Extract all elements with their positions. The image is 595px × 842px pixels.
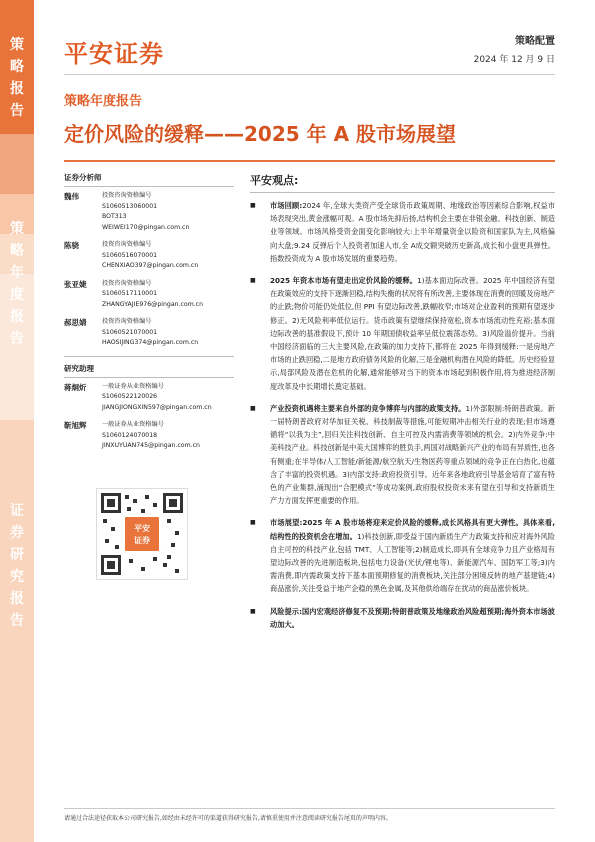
analyst-info-line: 投资咨询资格编号 xyxy=(102,241,152,248)
company-logo: 平安证券 xyxy=(64,40,164,68)
analyst-info xyxy=(102,279,203,311)
viewpoint-text: 1)外部限制:特朗普政策。新一届特朗普政府对华加征关税、科技制裁等措施,可能短期冲击相关行业的表现;但市场遵循将“以我为主”,回归关注科技创新、自主可控及内需消费等领域的机会。2)内外竞争:中美科技产业。科技创新是中美大国博弈的胜负手,两国对战略新兴产业的布局有异质性,也各有侧重;在半导体/人工智能/新能源/航空航天/生物医药等重点领域的竞争正在白热化,也蕴含了丰富的投资机遇。3)内部支持:政府投资引导。近年来各地政府引导基金培育了富有特色的产业集群,涌现出“合肥模式”等成功案例,政府股权投资未来有望在引导和支持新质生产力方面发挥更重要的作用。 xyxy=(270,403,555,506)
assistant-info-line: S1060522120026 xyxy=(102,393,158,400)
viewpoint-lead: 市场回顾: xyxy=(270,201,303,210)
section-divider xyxy=(64,356,234,357)
viewpoint-item xyxy=(250,199,555,265)
assistants-heading: 研究助理 xyxy=(64,363,234,378)
analyst-info-line: BOT313 xyxy=(102,213,127,220)
assistant-info-line: S1060124070018 xyxy=(102,431,158,439)
viewpoint-lead: 2025 年资本市场有望走出定价风险的缓释。 xyxy=(270,276,418,286)
analyst-name: 陈骁 xyxy=(64,241,79,250)
assistant-info-line: 一般证券从业资格编号 xyxy=(102,421,164,428)
doc-type-label: 策略配置 xyxy=(515,36,555,47)
band-label-report-type: 策 略 报 告 xyxy=(10,37,24,119)
band-label-securities: 证 券 研 究 报 告 xyxy=(10,503,24,629)
header-divider xyxy=(64,74,555,75)
analyst-name: 魏伟 xyxy=(64,192,79,201)
analyst-info-line: S1060516070001 xyxy=(102,251,158,259)
analyst-info-line: S1060513060001 xyxy=(102,202,158,210)
assistant-email[interactable]: JIANGJIONGXIN597@pingan.com.cn xyxy=(102,403,212,411)
qr-logo xyxy=(123,515,161,553)
analyst-entry xyxy=(64,191,234,233)
analyst-entry xyxy=(64,317,234,349)
assistant-email[interactable]: JINXUYUAN745@pingan.com.cn xyxy=(102,442,200,449)
analyst-info-line: S1060517110001 xyxy=(102,290,158,297)
band-label-annual: 策 略 年 度 报 告 xyxy=(10,221,24,347)
assistant-info-line: 一般证券从业资格编号 xyxy=(102,382,164,390)
band-segment xyxy=(0,134,34,194)
viewpoint-text: 2024 年,全球大类资产受全球货币政策周期、地缘政治等因素综合影响,权益市场表现突出,黄金涨幅可观。A 股市场先抑后扬,结构机会主要在非银金融、科技创新、制造业等领域。市场风格受资金面变化影响较大:上半年增量资金以险资和国家队为主,风格偏向大盘;9.24 反弹后个人投资者加速入市,全 A成交额突破历史新高,成长和小盘更具弹性。指数投资成为 A 股市场发展的重要趋势。 xyxy=(270,201,556,263)
report-title: 定价风险的缓释——2025 年 A 股市场展望 xyxy=(64,122,457,146)
viewpoint-item xyxy=(250,274,555,393)
analysts-heading: 证券分析师 xyxy=(64,172,234,187)
qr-logo-text: 证券 xyxy=(134,536,150,545)
assistant-entry xyxy=(64,382,234,414)
footer-disclaimer: 请通过合法途径获取本公司研究报告,如经由未经许可的渠道获得研究报告,请慎重使用并注意阅读研究报告尾页的声明内容。 xyxy=(64,815,392,822)
assistant-entry xyxy=(64,420,234,452)
analyst-entry xyxy=(64,240,234,272)
viewpoints-column xyxy=(250,172,555,640)
viewpoint-item xyxy=(250,402,555,508)
viewpoint-item xyxy=(250,605,555,631)
analyst-email[interactable]: CHENXIAO397@pingan.com.cn xyxy=(102,262,199,269)
analyst-name: 张亚婕 xyxy=(64,279,87,289)
report-date: 2024 年 12 月 9 日 xyxy=(473,55,555,65)
viewpoint-item xyxy=(250,516,555,595)
analyst-email[interactable]: WEIWEI170@pingan.com.cn xyxy=(102,223,190,231)
analyst-column xyxy=(64,172,234,459)
analyst-info xyxy=(102,240,198,272)
qr-code[interactable] xyxy=(96,488,188,580)
viewpoint-lead: 产业投资机遇将主要来自外部的竞争博弈与内部的政策支持。 xyxy=(270,403,466,413)
title-divider xyxy=(64,160,555,162)
analyst-email[interactable]: ZHANGYAJIE976@pingan.com.cn xyxy=(102,300,204,308)
viewpoint-text: 国内宏观经济修复不及预期;特朗普政策及地缘政治风险超预期;海外资本市场波动加大。 xyxy=(270,606,555,629)
analyst-info xyxy=(102,317,198,349)
analyst-entry xyxy=(64,279,234,311)
footer-divider xyxy=(64,808,555,809)
viewpoint-lead: 风险提示: xyxy=(270,606,302,616)
analyst-info-line: S1060521070001 xyxy=(102,328,158,336)
assistant-name: 靳旭辉 xyxy=(64,421,87,430)
side-band xyxy=(0,0,34,842)
qr-logo-text: 平安 xyxy=(134,524,150,533)
viewpoint-text: 1)科技创新,即受益于国内新质生产力政策支持和应对海外风险自主可控的科技产业,包括 TMT、人工智能等;2)制造成长,即具有全球竞争力且产业格局有望边际改善的先进制造板块,包括电力设备(光伏/锂电等)、新能源汽车、国防军工等;3)内需消费,即内需政策支持下基本面预期修复的消费板块,关注部分困境反转的地产基建链;4)商品涨价,关注受益于地产企稳的黑色金属,及其他供给端存在扰动的商品涨价板块。 xyxy=(270,531,555,594)
viewpoint-text: 1)基本面边际改善。2025 年中国经济有望在政策效应的支持下逐渐回稳,结构失衡的状况将有所改善,主要体现在消费的回暖及房地产的止跌;物价可能仍处低位,但 PPI 有望边际改善,跌幅收窄;市场对企业盈利的预期有望逐步修正。2)无风险利率低位运行。货币政策有望继续保持宽松,资本市场流动性充裕;基本面边际改善的基准假设下,预计 10 年期国债收益率呈低位震荡态势。3)风险溢价提升。当前中国经济面临的三大主要风险,在政策的加力支持下,都将在 2025 年得到缓释:一是房地产市场的止跌回稳,二是地方政府债务风险的化解,三是金融机构潜在风险的降低。历史经验显示,局部风险及潜在危机的化解,通常能够对当下的资本市场起到积极作用,将为推进经济制度改革及中长期增长奠定基础。 xyxy=(270,276,555,391)
assistant-info xyxy=(102,382,212,414)
analyst-info-line: 投资咨询资格编号 xyxy=(102,318,152,325)
report-subtype: 策略年度报告 xyxy=(64,94,143,109)
analyst-info-line: 投资咨询资格编号 xyxy=(102,279,152,287)
analyst-name: 郝思婧 xyxy=(64,318,87,327)
viewpoints-heading: 平安观点: xyxy=(250,172,555,193)
analyst-info-line: 投资咨询资格编号 xyxy=(102,192,152,199)
analyst-email[interactable]: HAOSIJING374@pingan.com.cn xyxy=(102,339,199,346)
assistant-name: 蒋炯炘 xyxy=(64,382,87,392)
assistant-info xyxy=(102,420,200,452)
viewpoint-lead: 市场展望:2025 年 A 股市场将迎来定价风险的缓释,成长风格具有更大弹性。具体来看,结构性的投资机会在增加。 xyxy=(270,518,555,541)
analyst-info xyxy=(102,191,189,233)
